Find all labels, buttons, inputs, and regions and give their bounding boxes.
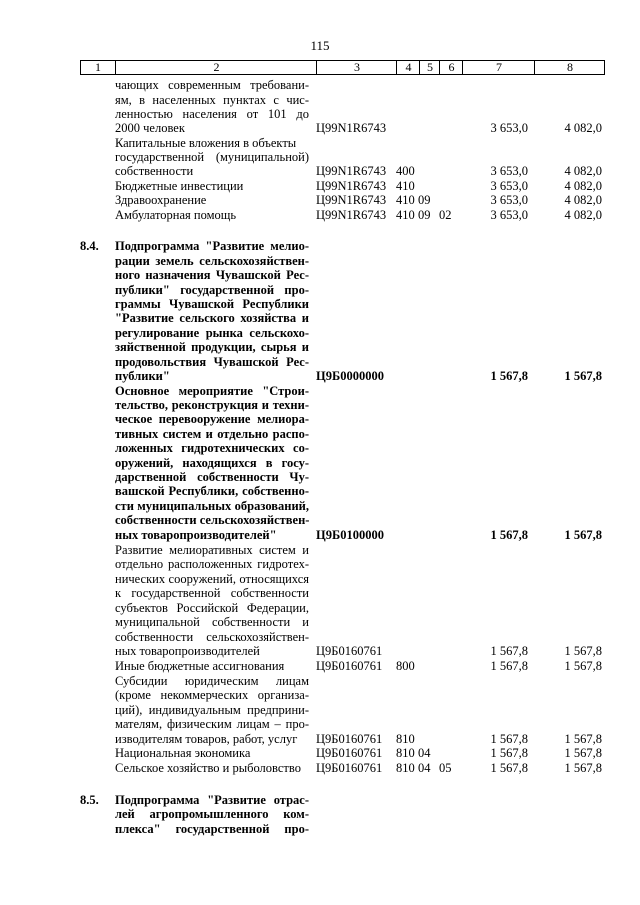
section-code: 810 xyxy=(396,732,415,746)
row-text-line: собственности сельскохозяйствен- xyxy=(115,513,310,527)
amount-col8: 1 567,8 xyxy=(564,369,602,383)
amount-col7: 1 567,8 xyxy=(490,761,528,775)
amount-col7: 3 653,0 xyxy=(490,121,528,135)
row-text-line: Сельское хозяйство и рыболовство xyxy=(115,761,301,775)
amount-col8: 4 082,0 xyxy=(564,179,602,193)
target-code: Ц9Б0160761 xyxy=(316,644,383,658)
row-text-line: чающих современным требовани- xyxy=(115,78,309,92)
expense-type-code: 02 xyxy=(439,208,452,222)
table-header xyxy=(80,60,605,75)
row-text-line: мателям, физическим лицам – про- xyxy=(115,717,309,731)
amount-col8: 4 082,0 xyxy=(564,164,602,178)
row-text-line: плекса" государственной про- xyxy=(115,822,309,836)
row-text-line: субъектов Российской Федерации, xyxy=(115,601,309,615)
amount-col8: 1 567,8 xyxy=(564,761,602,775)
row-text-line: регулирование рынка сельскохо- xyxy=(115,326,309,340)
row-text-line: ных товаропроизводителей xyxy=(115,644,260,658)
section-number: 8.5. xyxy=(80,793,99,807)
row-text-line: продовольствия Чувашской Рес- xyxy=(115,355,309,369)
header-col-2: 2 xyxy=(115,61,317,74)
row-text-line: "Развитие сельского хозяйства и xyxy=(115,311,309,325)
header-col-5: 5 xyxy=(419,61,440,74)
row-text-line: вашской Республики, собственно- xyxy=(115,484,309,498)
row-text-line: Иные бюджетные ассигнования xyxy=(115,659,285,673)
amount-col8: 1 567,8 xyxy=(564,732,602,746)
subsection-code: 09 xyxy=(418,193,431,207)
row-text-line: зяйственной продукции, сырья и xyxy=(115,340,309,354)
row-text-line: тельство, реконструкция и техни- xyxy=(115,398,309,412)
header-col-7: 7 xyxy=(462,61,535,74)
row-text-line: Подпрограмма "Развитие отрас- xyxy=(115,793,309,807)
subsection-code: 09 xyxy=(418,208,431,222)
row-text-line: ям, в населенных пунктах с чис- xyxy=(115,93,309,107)
row-text-line: изводителям товаров, работ, услуг xyxy=(115,732,298,746)
target-code: Ц9Б0160761 xyxy=(316,659,383,673)
row-text-line: Амбулаторная помощь xyxy=(115,208,237,222)
row-text-line: 2000 человек xyxy=(115,121,185,135)
subsection-code: 04 xyxy=(418,761,431,775)
header-col-3: 3 xyxy=(316,61,397,74)
target-code: Ц9Б0160761 xyxy=(316,732,383,746)
header-col-1: 1 xyxy=(95,60,101,74)
row-text-line: рации земель сельскохозяйствен- xyxy=(115,254,309,268)
amount-col7: 1 567,8 xyxy=(490,746,528,760)
row-text-line: публики" xyxy=(115,369,170,383)
amount-col8: 4 082,0 xyxy=(564,208,602,222)
amount-col8: 4 082,0 xyxy=(564,193,602,207)
row-text-line: собственности xyxy=(115,164,194,178)
row-text-line: муниципальной собственности и xyxy=(115,615,309,629)
section-code: 810 xyxy=(396,761,415,775)
row-text-line: Подпрограмма "Развитие мелио- xyxy=(115,239,309,253)
row-text-line: ческое перевооружение мелиора- xyxy=(115,412,309,426)
amount-col7: 1 567,8 xyxy=(490,644,528,658)
row-text-line: ленностью населения от 101 до xyxy=(115,107,309,121)
expense-type-code: 05 xyxy=(439,761,452,775)
row-text-line: государственной (муниципальной) xyxy=(115,150,309,164)
row-text-line: граммы Чувашской Республики xyxy=(115,297,309,311)
amount-col8: 1 567,8 xyxy=(564,659,602,673)
section-code: 410 xyxy=(396,208,415,222)
target-code: Ц9Б0000000 xyxy=(316,369,384,383)
amount-col7: 1 567,8 xyxy=(490,732,528,746)
row-text-line: ных товаропроизводителей" xyxy=(115,528,277,542)
amount-col7: 1 567,8 xyxy=(490,659,528,673)
section-code: 400 xyxy=(396,164,415,178)
amount-col7: 1 567,8 xyxy=(490,528,528,542)
amount-col7: 3 653,0 xyxy=(490,208,528,222)
row-text-line: лей агропромышленного ком- xyxy=(115,807,309,821)
row-text-line: сти муниципальных образований, xyxy=(115,499,309,513)
row-text-line: нических сооружений, относящихся xyxy=(115,572,309,586)
row-text-line: к государственной собственности xyxy=(115,586,309,600)
amount-col8: 4 082,0 xyxy=(564,121,602,135)
row-text-line: ций), индивидуальным предприни- xyxy=(115,703,309,717)
row-text-line: Основное мероприятие "Строи- xyxy=(115,384,309,398)
header-col-8: 8 xyxy=(534,61,605,74)
section-number: 8.4. xyxy=(80,239,99,253)
amount-col7: 3 653,0 xyxy=(490,179,528,193)
amount-col8: 1 567,8 xyxy=(564,528,602,542)
row-text-line: Здравоохранение xyxy=(115,193,207,207)
target-code: Ц9Б0100000 xyxy=(316,528,384,542)
amount-col7: 3 653,0 xyxy=(490,193,528,207)
row-text-line: ложенных гидротехнических со- xyxy=(115,441,309,455)
section-code: 410 xyxy=(396,193,415,207)
amount-col7: 1 567,8 xyxy=(490,369,528,383)
target-code: Ц99N1R6743 xyxy=(316,208,387,222)
row-text-line: (кроме некоммерческих организа- xyxy=(115,688,309,702)
row-text-line: дарственной собственности Чу- xyxy=(115,470,309,484)
row-text-line: Бюджетные инвестиции xyxy=(115,179,244,193)
target-code: Ц9Б0160761 xyxy=(316,746,383,760)
section-code: 810 xyxy=(396,746,415,760)
header-col-6: 6 xyxy=(439,61,463,74)
row-text-line: собственности сельскохозяйствен- xyxy=(115,630,309,644)
amount-col8: 1 567,8 xyxy=(564,746,602,760)
target-code: Ц9Б0160761 xyxy=(316,761,383,775)
row-text-line: публики" государственной про- xyxy=(115,283,309,297)
row-text-line: Национальная экономика xyxy=(115,746,251,760)
amount-col8: 1 567,8 xyxy=(564,644,602,658)
row-text-line: ного назначения Чувашской Рес- xyxy=(115,268,309,282)
header-col-4: 4 xyxy=(396,61,420,74)
section-code: 800 xyxy=(396,659,415,673)
subsection-code: 04 xyxy=(418,746,431,760)
row-text-line: оружений, находящихся в госу- xyxy=(115,456,309,470)
target-code: Ц99N1R6743 xyxy=(316,121,387,135)
target-code: Ц99N1R6743 xyxy=(316,164,387,178)
row-text-line: Развитие мелиоративных систем и xyxy=(115,543,309,557)
target-code: Ц99N1R6743 xyxy=(316,193,387,207)
page-number: 115 xyxy=(310,38,330,53)
row-text-line: отдельно расположенных гидротех- xyxy=(115,557,309,571)
row-text-line: тивных систем и отдельно распо- xyxy=(115,427,309,441)
row-text-line: Субсидии юридическим лицам xyxy=(115,674,309,688)
section-code: 410 xyxy=(396,179,415,193)
amount-col7: 3 653,0 xyxy=(490,164,528,178)
target-code: Ц99N1R6743 xyxy=(316,179,387,193)
row-text-line: Капитальные вложения в объекты xyxy=(115,136,297,150)
